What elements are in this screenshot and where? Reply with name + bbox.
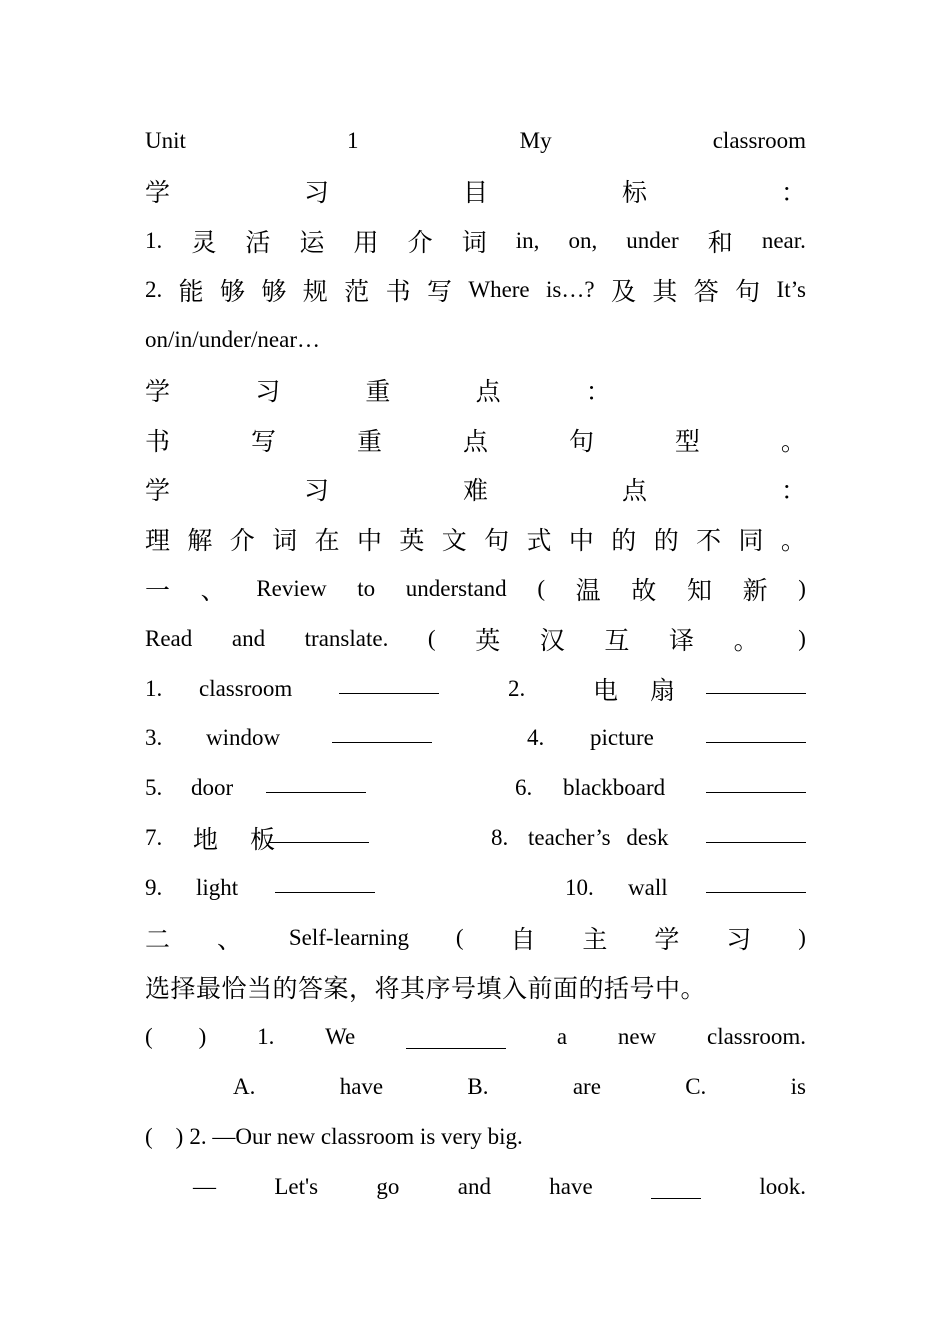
key-points-text: 书 写 重 点 句 型 。 [145, 427, 806, 456]
answer-blank[interactable] [406, 1026, 506, 1049]
answer-blank[interactable] [651, 1176, 701, 1199]
answer-blank[interactable] [706, 820, 806, 843]
vocab-row: 9. light 10. wall [145, 868, 806, 908]
section-1-heading: 一 、 Review to understand ( 温 故 知 新 ) [145, 576, 806, 605]
answer-blank[interactable] [332, 720, 432, 743]
key-points-heading: 学 习 重 点 ： [145, 377, 611, 406]
question-1: ( ) 1. We a new classroom. [145, 1024, 806, 1049]
answer-blank[interactable] [339, 671, 439, 694]
answer-blank[interactable] [266, 770, 366, 793]
title-word: Unit [145, 128, 186, 153]
vocab-row: 3. window 4. picture [145, 718, 806, 758]
vocab-row: 5. door 6. blackboard [145, 768, 806, 808]
option-a[interactable]: A. [233, 1074, 256, 1099]
section-1-instruction: Read and translate. ( 英 汉 互 译 。 ) [145, 626, 806, 655]
vocab-row: 7. 地 板 8. teacher’s desk [145, 818, 806, 858]
answer-paren[interactable]: ( ) [145, 1024, 207, 1049]
answer-blank[interactable] [706, 770, 806, 793]
question-2: ( ) 2. —Our new classroom is very big. [145, 1124, 523, 1149]
answer-blank[interactable] [269, 820, 369, 843]
answer-paren[interactable]: ( ) [145, 1124, 184, 1149]
vocab-row: 1. classroom 2. 电 扇 [145, 669, 806, 709]
objective-2-continuation: on/in/under/near… [145, 327, 321, 352]
objective-1: 1. 灵 活 运 用 介 词 in, on, under 和 near. [145, 228, 806, 257]
unit-title [145, 121, 806, 161]
difficulties-text: 理 解 介 词 在 中 英 文 句 式 中 的 的 不 同 。 [145, 526, 806, 555]
title-word: My [519, 128, 552, 153]
answer-blank[interactable] [706, 720, 806, 743]
option-b[interactable]: B. [467, 1074, 489, 1099]
answer-blank[interactable] [706, 870, 806, 893]
answer-blank[interactable] [706, 671, 806, 694]
objectives-heading: 学 习 目 标 ： [145, 178, 806, 207]
title-word: classroom [712, 128, 806, 153]
question-2-reply: — Let's go and have look. [193, 1174, 806, 1199]
answer-blank[interactable] [275, 870, 375, 893]
section-2-instruction: 选择最恰当的答案，将其序号填入前面的括号中。 [145, 974, 707, 1003]
option-c[interactable]: C. [685, 1074, 707, 1099]
title-word: 1 [347, 128, 359, 153]
objective-2: 2. 能 够 够 规 范 书 写 Where is…? 及 其 答 句 It’s [145, 277, 806, 306]
section-2-heading: 二 、 Self-learning ( 自 主 学 习 ) [145, 925, 806, 954]
difficulties-heading: 学 习 难 点 ： [145, 476, 806, 505]
question-1-options: A. have B. are C. is [233, 1074, 806, 1099]
